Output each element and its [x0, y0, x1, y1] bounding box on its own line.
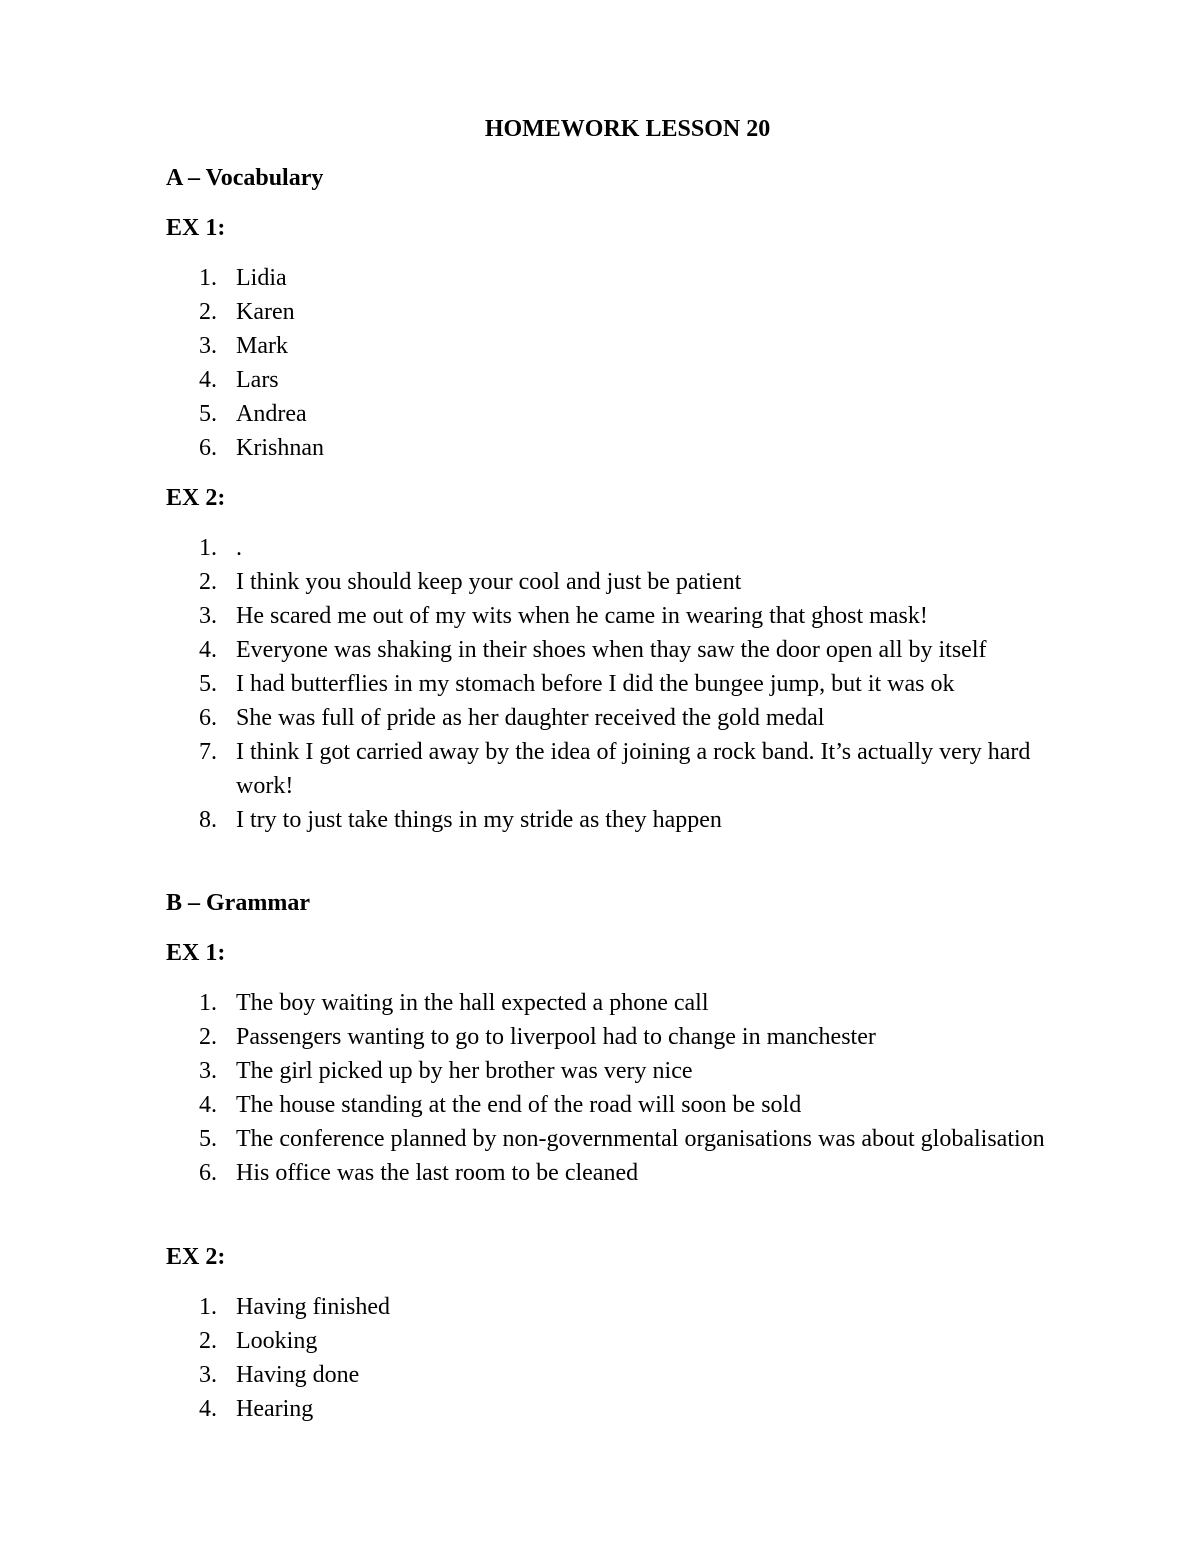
item-number: 1. [199, 990, 217, 1016]
item-number: 3. [199, 603, 217, 629]
list-item [0, 363, 1066, 397]
list-item [0, 667, 1066, 701]
item-text: Passengers wanting to go to liverpool had to change in manchester [236, 1024, 876, 1050]
grammar-ex2-heading: EX 2: [166, 1244, 226, 1270]
item-number: 4. [199, 367, 217, 393]
grammar-ex2-list [0, 1290, 1066, 1426]
item-number: 3. [199, 1058, 217, 1084]
item-number: 3. [199, 1362, 217, 1388]
list-item [0, 565, 1066, 599]
item-text: Krishnan [236, 435, 324, 461]
item-text: Lidia [236, 265, 287, 291]
item-text: Everyone was shaking in their shoes when thay saw the door open all by itself [236, 637, 987, 663]
item-text: . [236, 535, 242, 561]
item-text: Having finished [236, 1294, 390, 1320]
item-number: 2. [199, 569, 217, 595]
item-number: 6. [199, 1160, 217, 1186]
item-text: I think you should keep your cool and just be patient [236, 569, 742, 595]
item-text: Mark [236, 333, 288, 359]
vocab-ex1-heading: EX 1: [166, 215, 226, 241]
list-item [0, 295, 1066, 329]
grammar-ex1-list [0, 986, 1066, 1190]
item-number: 1. [199, 1294, 217, 1320]
section-a-heading: A – Vocabulary [166, 165, 324, 191]
item-number: 2. [199, 299, 217, 325]
item-text: I had butterflies in my stomach before I did the bungee jump, but it was ok [236, 671, 955, 697]
item-number: 3. [199, 333, 217, 359]
list-item [0, 735, 1066, 803]
vocab-ex2-heading: EX 2: [166, 485, 226, 511]
item-number: 2. [199, 1024, 217, 1050]
item-text: The boy waiting in the hall expected a phone call [236, 990, 709, 1016]
item-number: 5. [199, 401, 217, 427]
list-item [0, 1290, 1066, 1324]
list-item [0, 1324, 1066, 1358]
item-text: Looking [236, 1328, 318, 1354]
item-number: 6. [199, 435, 217, 461]
item-text: Karen [236, 299, 295, 325]
list-item [0, 803, 1066, 837]
list-item [0, 531, 1066, 565]
list-item [0, 1088, 1066, 1122]
item-number: 8. [199, 807, 217, 833]
list-item [0, 1392, 1066, 1426]
item-number: 6. [199, 705, 217, 731]
list-item [0, 633, 1066, 667]
item-number: 4. [199, 637, 217, 663]
list-item [0, 431, 1066, 465]
list-item [0, 329, 1066, 363]
list-item [0, 1054, 1066, 1088]
item-text: Hearing [236, 1396, 314, 1422]
list-item [0, 261, 1066, 295]
item-number: 4. [199, 1092, 217, 1118]
item-text: The house standing at the end of the road will soon be sold [236, 1092, 802, 1118]
item-text: Having done [236, 1362, 360, 1388]
list-item [0, 1122, 1066, 1156]
item-text: I try to just take things in my stride as they happen [236, 807, 722, 833]
item-number: 2. [199, 1328, 217, 1354]
vocab-ex1-list [0, 261, 1066, 465]
list-item [0, 1358, 1066, 1392]
list-item [0, 599, 1066, 633]
item-text: His office was the last room to be cleaned [236, 1160, 639, 1186]
section-b-heading: B – Grammar [166, 890, 310, 916]
item-number: 4. [199, 1396, 217, 1422]
grammar-ex1-heading: EX 1: [166, 940, 226, 966]
document-title: HOMEWORK LESSON 20 [484, 116, 771, 142]
vocab-ex2-list [0, 531, 1066, 837]
item-number: 5. [199, 671, 217, 697]
item-text: She was full of pride as her daughter received the gold medal [236, 705, 825, 731]
item-text: The conference planned by non-governmental organisations was about globalisation [236, 1126, 1045, 1152]
item-text: I think I got carried away by the idea of joining a rock band. It’s actually very hard work! [236, 739, 1031, 799]
list-item [0, 986, 1066, 1020]
list-item [0, 1020, 1066, 1054]
item-number: 7. [199, 739, 217, 765]
list-item [0, 1156, 1066, 1190]
item-text: The girl picked up by her brother was very nice [236, 1058, 693, 1084]
item-number: 5. [199, 1126, 217, 1152]
list-item [0, 397, 1066, 431]
item-number: 1. [199, 535, 217, 561]
item-text: He scared me out of my wits when he came in wearing that ghost mask! [236, 603, 928, 629]
list-item [0, 701, 1066, 735]
item-number: 1. [199, 265, 217, 291]
item-text: Andrea [236, 401, 307, 427]
item-text: Lars [236, 367, 279, 393]
